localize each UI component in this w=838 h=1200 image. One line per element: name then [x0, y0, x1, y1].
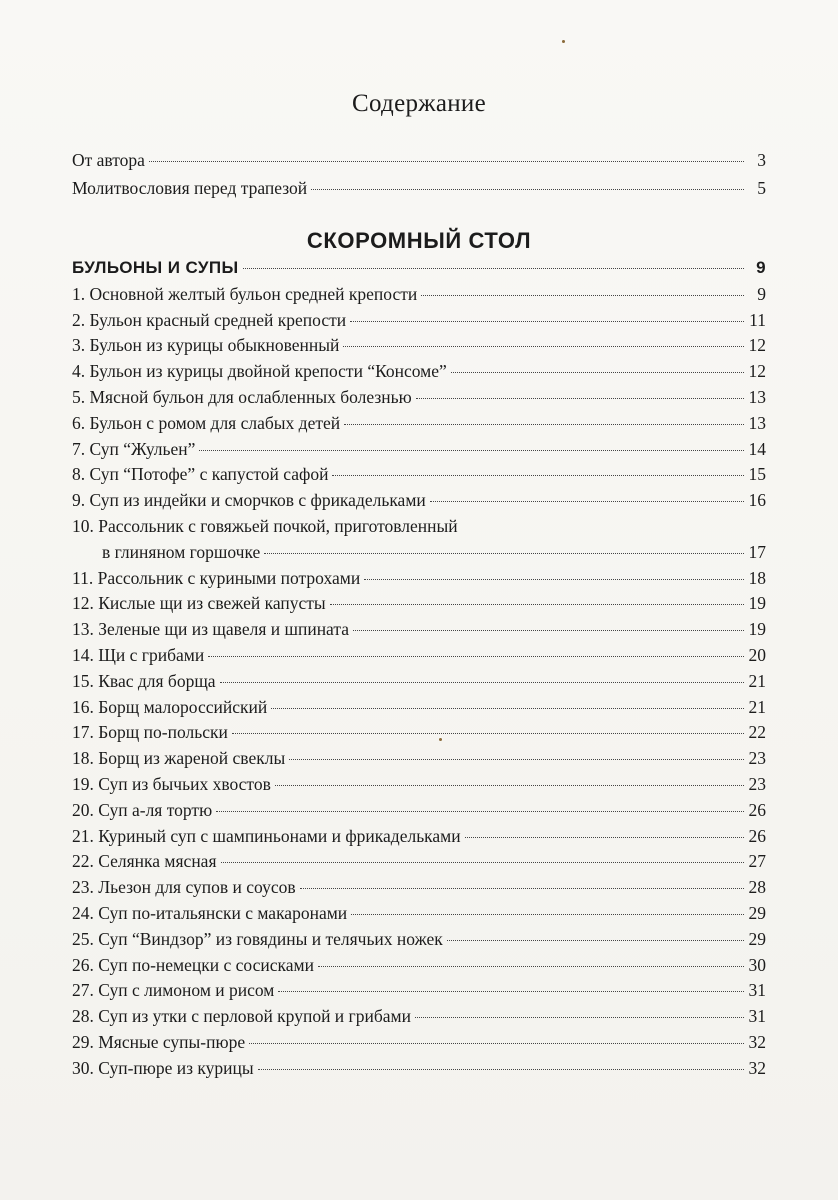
- dot-leader: [416, 398, 744, 399]
- chapter-heading: [72, 258, 766, 284]
- toc-entry-text: 26. Суп по-немецки с сосисками: [72, 954, 314, 975]
- toc-entry-text: 17. Борщ по-польски: [72, 722, 228, 743]
- toc-entry-text: 5. Мясной бульон для ослабленных болезнью: [72, 386, 412, 407]
- toc-entry-text: 13. Зеленые щи из щавеля и шпината: [72, 619, 350, 640]
- toc-entry-page: 5: [757, 178, 766, 198]
- dot-leader: [311, 189, 744, 190]
- toc-entry-text: 2. Бульон красный средней крепости: [72, 309, 347, 330]
- toc-entry: [72, 748, 766, 774]
- toc-entry-text: 15. Квас для борща: [72, 670, 216, 691]
- toc-entry-page: 3: [757, 150, 766, 170]
- toc-entry-text: в глиняном горшочке: [102, 541, 261, 562]
- toc-entry-text: 24. Суп по-итальянски с макаронами: [72, 902, 348, 923]
- toc-entry-text: 6. Бульон с ромом для слабых детей: [72, 412, 341, 433]
- dot-leader: [415, 1017, 744, 1018]
- dot-leader: [332, 475, 744, 476]
- toc-entry-text: 10. Рассольник с говяжьей почкой, приготовленный: [72, 515, 458, 536]
- dot-leader: [275, 785, 744, 786]
- toc-entry-text: 3. Бульон из курицы обыкновенный: [72, 335, 340, 356]
- toc-entry: [72, 150, 766, 178]
- toc-entry-text: 28. Суп из утки с перловой крупой и грибами: [72, 1006, 411, 1027]
- toc-entry: [72, 722, 766, 748]
- toc-entry: [72, 387, 766, 413]
- toc-entry-text: 16. Борщ малороссийский: [72, 696, 268, 717]
- toc-entry-page: 13: [748, 412, 766, 433]
- dot-leader: [465, 837, 744, 838]
- toc-entry-page: 32: [748, 1031, 766, 1052]
- dot-leader: [318, 966, 744, 967]
- toc-entry-text: 14. Щи с грибами: [72, 644, 205, 665]
- toc-entry-page: 27: [748, 851, 766, 872]
- toc-entry-text: 21. Куриный суп с шампиньонами и фрикадельками: [72, 825, 461, 846]
- toc-entry: [72, 1058, 766, 1084]
- toc-entry-text: 11. Рассольник с куриными потрохами: [72, 567, 361, 588]
- page-title: Содержание: [352, 90, 486, 117]
- toc-entry: [72, 619, 766, 645]
- toc-entry-page: 20: [748, 644, 766, 665]
- toc-entry-page: 31: [748, 1006, 766, 1027]
- toc-entry: [72, 697, 766, 723]
- toc-entry-page: 29: [748, 902, 766, 923]
- toc-entry-page: 30: [748, 954, 766, 975]
- toc-entry-text: 7. Суп “Жульен”: [72, 438, 196, 459]
- toc-entry-multiline: [72, 516, 766, 542]
- toc-entry: [72, 178, 766, 206]
- dot-leader: [353, 630, 744, 631]
- toc-entry-page: 22: [748, 722, 766, 743]
- dot-leader: [330, 604, 744, 605]
- toc-entry: [72, 284, 766, 310]
- toc-entry: [72, 929, 766, 955]
- toc-entry-page: 23: [748, 748, 766, 769]
- toc-entry: [72, 568, 766, 594]
- toc-entry-page: 29: [748, 928, 766, 949]
- toc-entry-text: 25. Суп “Виндзор” из говядины и телячьих ножек: [72, 928, 443, 949]
- toc-entry-page: 11: [749, 309, 766, 330]
- paper-speck: [562, 40, 565, 43]
- chapter-heading-page: 9: [756, 258, 766, 277]
- toc-entry: [72, 980, 766, 1006]
- toc-entry-text: 23. Льезон для супов и соусов: [72, 877, 296, 898]
- toc-entry-page: 21: [748, 670, 766, 691]
- toc-entry: [72, 361, 766, 387]
- toc-entry: [72, 1006, 766, 1032]
- dot-leader: [264, 553, 744, 554]
- toc-entry-continuation: [72, 542, 766, 568]
- dot-leader: [289, 759, 744, 760]
- toc-entry: [72, 877, 766, 903]
- toc-entry-page: 17: [748, 541, 766, 562]
- dot-leader: [221, 862, 744, 863]
- toc-entry-page: 23: [748, 773, 766, 794]
- toc-entry-page: 16: [748, 490, 766, 511]
- dot-leader: [430, 501, 744, 502]
- toc-entry-page: 12: [748, 335, 766, 356]
- toc-entry-page: 26: [748, 799, 766, 820]
- toc-entry: [72, 413, 766, 439]
- dot-leader: [300, 888, 744, 889]
- toc-entry: [72, 903, 766, 929]
- toc-entry-text: 30. Суп-пюре из курицы: [72, 1057, 254, 1078]
- toc-entry-page: 13: [748, 386, 766, 407]
- toc-entry-page: 32: [748, 1057, 766, 1078]
- dot-leader: [350, 321, 744, 322]
- dot-leader: [364, 579, 744, 580]
- toc-entry-page: 26: [748, 825, 766, 846]
- dot-leader: [343, 346, 744, 347]
- chapter-heading-text: БУЛЬОНЫ И СУПЫ: [72, 258, 239, 277]
- dot-leader: [278, 991, 744, 992]
- toc-entry: [72, 955, 766, 981]
- toc-entry: [72, 593, 766, 619]
- toc-entry: [72, 1032, 766, 1058]
- dot-leader: [258, 1069, 744, 1070]
- toc-entry-page: 31: [748, 980, 766, 1001]
- toc-entry-text: 18. Борщ из жареной свеклы: [72, 748, 286, 769]
- dot-leader: [271, 708, 744, 709]
- dot-leader: [249, 1043, 744, 1044]
- toc-entry-text: 27. Суп с лимоном и рисом: [72, 980, 275, 1001]
- toc-entry: [72, 851, 766, 877]
- toc-entry-page: 14: [748, 438, 766, 459]
- toc-entry: [72, 800, 766, 826]
- dot-leader: [344, 424, 744, 425]
- toc-entry: [72, 774, 766, 800]
- dot-leader: [220, 682, 744, 683]
- toc-entry-text: Молитвословия перед трапезой: [72, 178, 308, 198]
- toc-entry-text: 1. Основной желтый бульон средней крепости: [72, 283, 418, 304]
- toc-entry: [72, 826, 766, 852]
- dot-leader: [232, 733, 744, 734]
- toc-entry-text: 22. Селянка мясная: [72, 851, 217, 872]
- toc-entry: [72, 645, 766, 671]
- toc-entry-text: 8. Суп “Потофе” с капустой сафой: [72, 464, 329, 485]
- toc-entry-page: 19: [748, 619, 766, 640]
- toc-entry-text: 20. Суп а-ля тортю: [72, 799, 213, 820]
- section-title: СКОРОМНЫЙ СТОЛ: [306, 228, 532, 253]
- toc-entry: [72, 439, 766, 465]
- toc-entry-page: 28: [748, 877, 766, 898]
- front-matter-list: [72, 150, 766, 206]
- toc-entry-text: 29. Мясные супы-пюре: [72, 1031, 246, 1052]
- toc-entry-text: 19. Суп из бычьих хвостов: [72, 773, 271, 794]
- toc-entry-page: 9: [757, 283, 766, 304]
- toc-entry-page: 21: [748, 696, 766, 717]
- toc-entry-page: 19: [748, 593, 766, 614]
- recipe-list: [72, 258, 766, 1084]
- dot-leader: [208, 656, 744, 657]
- toc-entry: [72, 671, 766, 697]
- toc-entry: [72, 335, 766, 361]
- toc-entry-text: 9. Суп из индейки и сморчков с фрикадельками: [72, 490, 426, 511]
- dot-leader: [149, 161, 744, 162]
- toc-entry-page: 15: [748, 464, 766, 485]
- dot-leader: [216, 811, 744, 812]
- toc-entry: [72, 490, 766, 516]
- toc-entry-page: 18: [748, 567, 766, 588]
- toc-entry-page: 12: [748, 361, 766, 382]
- dot-leader: [421, 295, 744, 296]
- dot-leader: [199, 450, 744, 451]
- dot-leader: [451, 372, 744, 373]
- toc-entry-text: 12. Кислые щи из свежей капусты: [72, 593, 326, 614]
- toc-entry-text: 4. Бульон из курицы двойной крепости “Консоме”: [72, 361, 447, 382]
- dot-leader: [243, 268, 744, 269]
- toc-entry-text: От автора: [72, 150, 145, 170]
- toc-entry: [72, 464, 766, 490]
- dot-leader: [351, 914, 744, 915]
- dot-leader: [447, 940, 744, 941]
- toc-entry: [72, 310, 766, 336]
